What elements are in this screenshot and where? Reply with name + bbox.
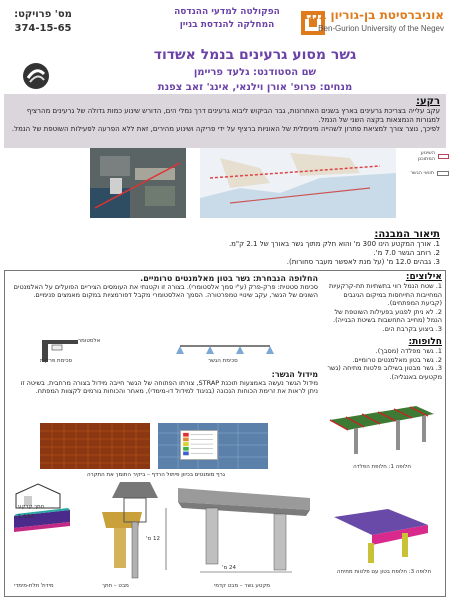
faculty-block [168, 6, 286, 32]
list-item: 3. גבהים 12.0 מ' (על מנת לאפשר מעבר סחורות). [286, 258, 440, 266]
university-logo [296, 6, 444, 44]
rail-model-label: מידול תלת-מימדי [14, 583, 54, 589]
legend-label: השינוע המתוכנן [417, 150, 435, 162]
department-logo-icon [22, 62, 50, 90]
map-legend [405, 150, 449, 184]
scale-label: 1:100 [18, 514, 34, 520]
modeling-section [10, 370, 318, 396]
moment-plot-left [40, 423, 150, 469]
elastomer-label: אלסטומר [78, 338, 101, 344]
department-name: המחלקה להנדסת בניין [179, 20, 275, 30]
faculty-name: הפקולטה למדעי ההנדסה [174, 7, 280, 17]
background-paragraph-2: לפיכך, נוצר צורך למציאת פתרון לשהייה מינימלית של האוניות ברציף על ידי פריקה ושינוע מהירים, זאת ללא הפרעה לפעילות השוטפת של הנמל. [11, 125, 440, 133]
legend-swatch [438, 154, 449, 159]
project-number-label: מס' פרויקט: [14, 9, 72, 20]
background-paragraph-1: עקב עלייה בצריכת גרעינים בארץ בשנים האחרונות, גבר הביקוש ליבוא גרעינים דרך נמלי הים, הדורש שינוע כמות גדולה של גרעינים מהרציף למגורות הנמצאות בקצה השני של הנמל. [26, 107, 440, 124]
modeling-text: מידול הגשר נעשה באמצעות תוכנת STRAP, צורתו הפתוחה של הגשר חייבה מידול בצורה מרחבית. בשיטה זו ניתן לראות את זרימת הכוחות הנכונה (בניגוד למידול דו-מימדי), מאחר והכוחות גורמים לקצוות המפתח. [20, 379, 318, 396]
modeling-heading: מידול הגשר: [271, 370, 318, 379]
span-dimension: 24 מ' [222, 565, 236, 571]
chosen-alternative-section [10, 274, 318, 300]
ground-section-label: חתך קרקע [18, 504, 45, 510]
description-heading: תיאור המבנה: [374, 229, 440, 240]
university-name-en: Ben-Gurion University of the Negev [318, 24, 444, 33]
list-item: 2. רוחב הגשר 7.0 מ'. [373, 249, 440, 257]
height-dimension: 12 מ' [146, 536, 160, 542]
legend-item-route [405, 170, 449, 176]
alternatives-list [324, 347, 442, 381]
chosen-heading: החלופה הנבחרת: גשר בטון מאלמנטים טרומיים. [140, 274, 318, 283]
list-item: 2. גשר בטון מאלמנטים טרומיים. [352, 355, 442, 364]
project-number: 374-15-65 [14, 23, 72, 34]
constraints-list [324, 282, 442, 333]
university-name-he: אוניברסיטת בן-גוריון בנגב [300, 8, 444, 22]
bridge-drawings [10, 480, 322, 592]
description-list [10, 240, 440, 267]
legend-label: תוואי הגשר [410, 170, 434, 176]
background-heading: רקע: [415, 96, 440, 107]
deck-front-label: מקטע גשר – מבט קדמי [214, 583, 271, 589]
list-item: 1. שטח הנמל רווי בתשתיות תת-קרקעיות המחייבות התייחסות במיקום הגיגבים (קביעת המפתחים). [329, 282, 442, 307]
background-section [4, 94, 446, 148]
poster-title: גשר מסוע גרעינים בנמל אשדוד [153, 47, 357, 63]
constraints-and-alternatives [324, 272, 442, 381]
list-item: 3. גשר מבטון בשילוב פלטות מתיחה (גשר מקטעים באנגליה). [327, 364, 442, 381]
truss2-caption: חלופה 3: חלופת בטון עם פלטות מתיחה [336, 569, 432, 575]
color-scale-legend [180, 430, 218, 460]
student-name: שם הסטודנט: גלעד פריימן [193, 67, 317, 78]
concrete-alt-image [328, 505, 440, 565]
bridge-scheme-label: סכימת הגשר [208, 358, 238, 364]
aerial-port-photo [90, 148, 186, 218]
list-item: 3. ביצוע בקרבת הים. [382, 324, 442, 333]
project-number-block [8, 8, 78, 36]
advisors: מנחים: פרופ' אורן וילנאי, אינג' זאב צפנת [157, 82, 353, 93]
legend-item-planned [405, 150, 449, 162]
steel-truss-image [326, 400, 438, 460]
list-item: 1. אורך המקטע הינו 300 מ' והוא חלק מתוך גשר באורך של 2.1 ק"מ. [228, 240, 440, 248]
alternatives-heading: חלופות: [408, 337, 442, 347]
list-item: 1. גשר מפלדה (מסבך). [375, 347, 442, 355]
port-map [200, 148, 396, 218]
list-item: 2. לא ניתן לפגוע בפעילות השוטפת של הנמל (מחייב התחשבות בשיטת הבנייה). [333, 307, 442, 324]
concrete-alt-render [328, 505, 440, 575]
chosen-text: סכימת סטטית: פרק-פרק (ע"י סמך אלסטומרי). בצורה זו וקטנתי את העומסים הציריים הפועלים על האלמנטים השונים של הגשר, עקב שינויי טמפרטורה. הסמך האלסטומרי מקבל דפורמציות במקום מאמצים פנימיים. [13, 283, 318, 300]
legend-swatch [437, 171, 449, 176]
steel-truss-render [326, 400, 438, 470]
joint-scheme-label: סכימת פרקית [40, 358, 73, 364]
truss1-caption: חלופה 1: חלופת הפלדה [353, 464, 411, 470]
pier-section-label: מבט – חתך [102, 583, 129, 589]
structure-description [4, 228, 446, 266]
moment-plot-caption: גרף מומנטים בכיוון פיתול הרדף – ביקיר התומך את התקרה [86, 472, 226, 478]
constraints-heading: אילוצים: [405, 272, 442, 282]
